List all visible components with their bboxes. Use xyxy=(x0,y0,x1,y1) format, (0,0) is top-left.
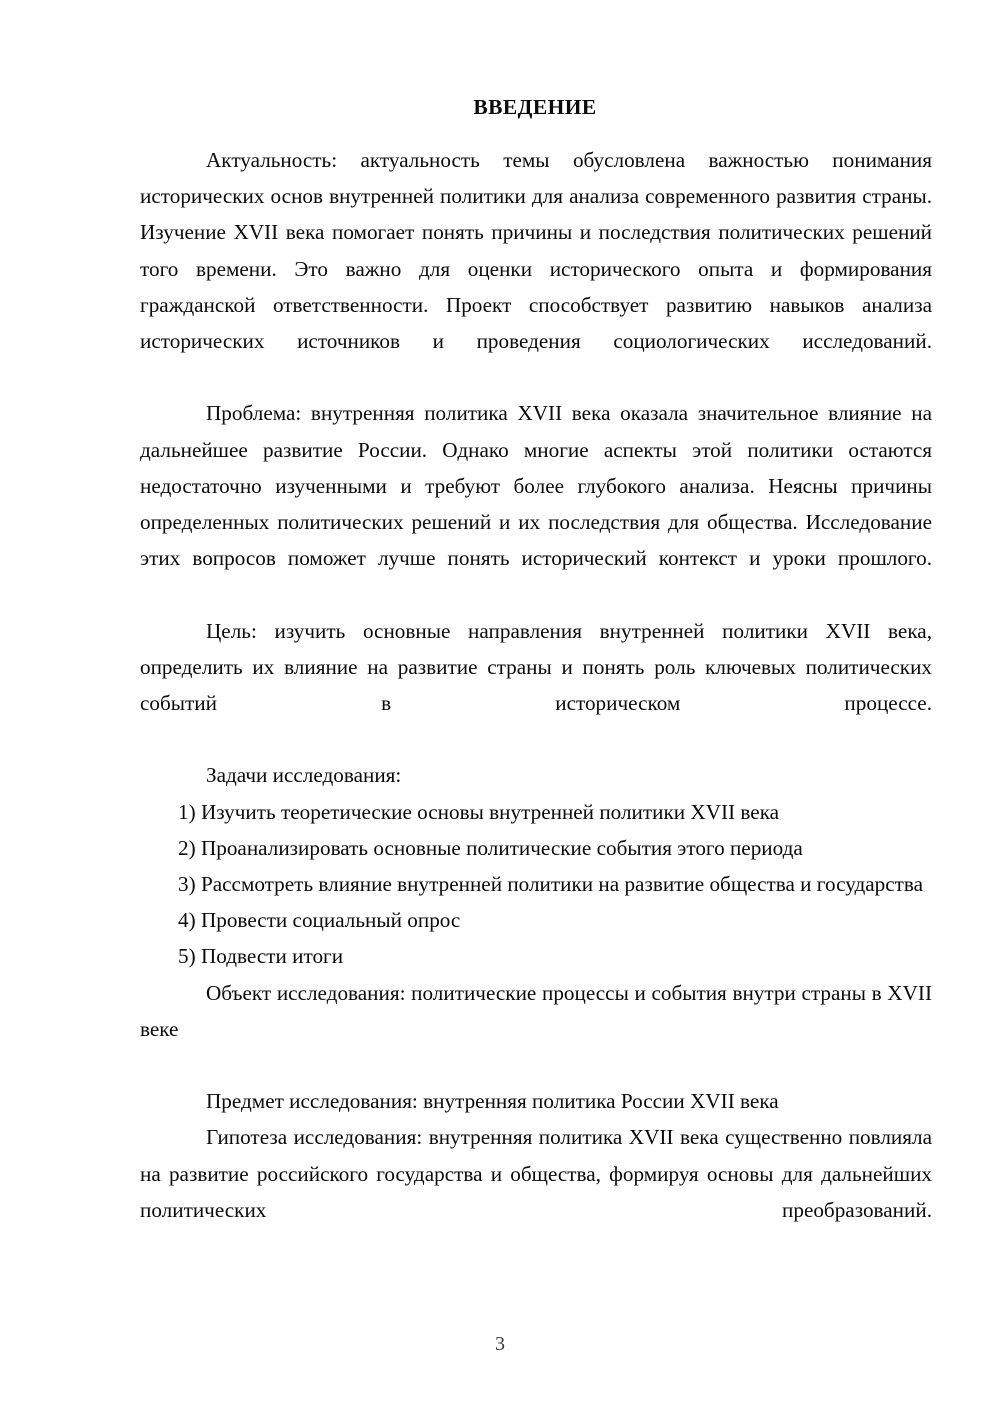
paragraph-problem: Проблема: внутренняя политика XVII века оказала значительное влияние на дальнейшее развитие России. Однако многие аспекты этой политики остаются недостаточно изученными и требуют более глубокого анализа. Неясны причины определенных политических решений и их последствия для общества. Исследование этих вопросов поможет лучше понять исторический контекст и уроки прошлого. xyxy=(140,401,932,571)
page-number: 3 xyxy=(495,1333,505,1355)
task-item-5: 5) Подвести итоги xyxy=(178,944,344,969)
page-title: ВВЕДЕНИЕ xyxy=(473,95,597,119)
task-item-4: 4) Провести социальный опрос xyxy=(178,908,461,933)
task-item-1: 1) Изучить теоретические основы внутренней политики XVII века xyxy=(178,799,780,824)
task-item-3: 3) Рассмотреть влияние внутренней политики на развитие общества и государства xyxy=(178,872,924,897)
paragraph-goal: Цель: изучить основные направления внутренней политики XVII века, определить их влияние на развитие страны и понять роль ключевых политических событий в историческом процессе. xyxy=(140,618,932,716)
paragraph-object: Объект исследования: политические процессы и события внутри страны в XVII веке xyxy=(140,980,932,1041)
paragraph-subject: Предмет исследования: внутренняя политика России XVII века xyxy=(206,1089,779,1114)
task-item-2: 2) Проанализировать основные политические события этого периода xyxy=(178,835,803,860)
paragraph-hypothesis: Гипотеза исследования: внутренняя политика XVII века существенно повлияла на развитие российского государства и общества, формируя основы для дальнейших политических преобразований. xyxy=(140,1125,932,1222)
tasks-heading: Задачи исследования: xyxy=(206,763,402,788)
document-body xyxy=(140,142,932,1264)
paragraph-relevance: Актуальность: актуальность темы обусловлена важностью понимания исторических основ внутренней политики для анализа современного развития страны. Изучение XVII века помогает понять причины и последствия политических решений того времени. Это важно для оценки исторического опыта и формирования гражданской ответственности. Проект способствует развитию навыков анализа исторических источников и проведения социологических исследований. xyxy=(140,148,932,354)
